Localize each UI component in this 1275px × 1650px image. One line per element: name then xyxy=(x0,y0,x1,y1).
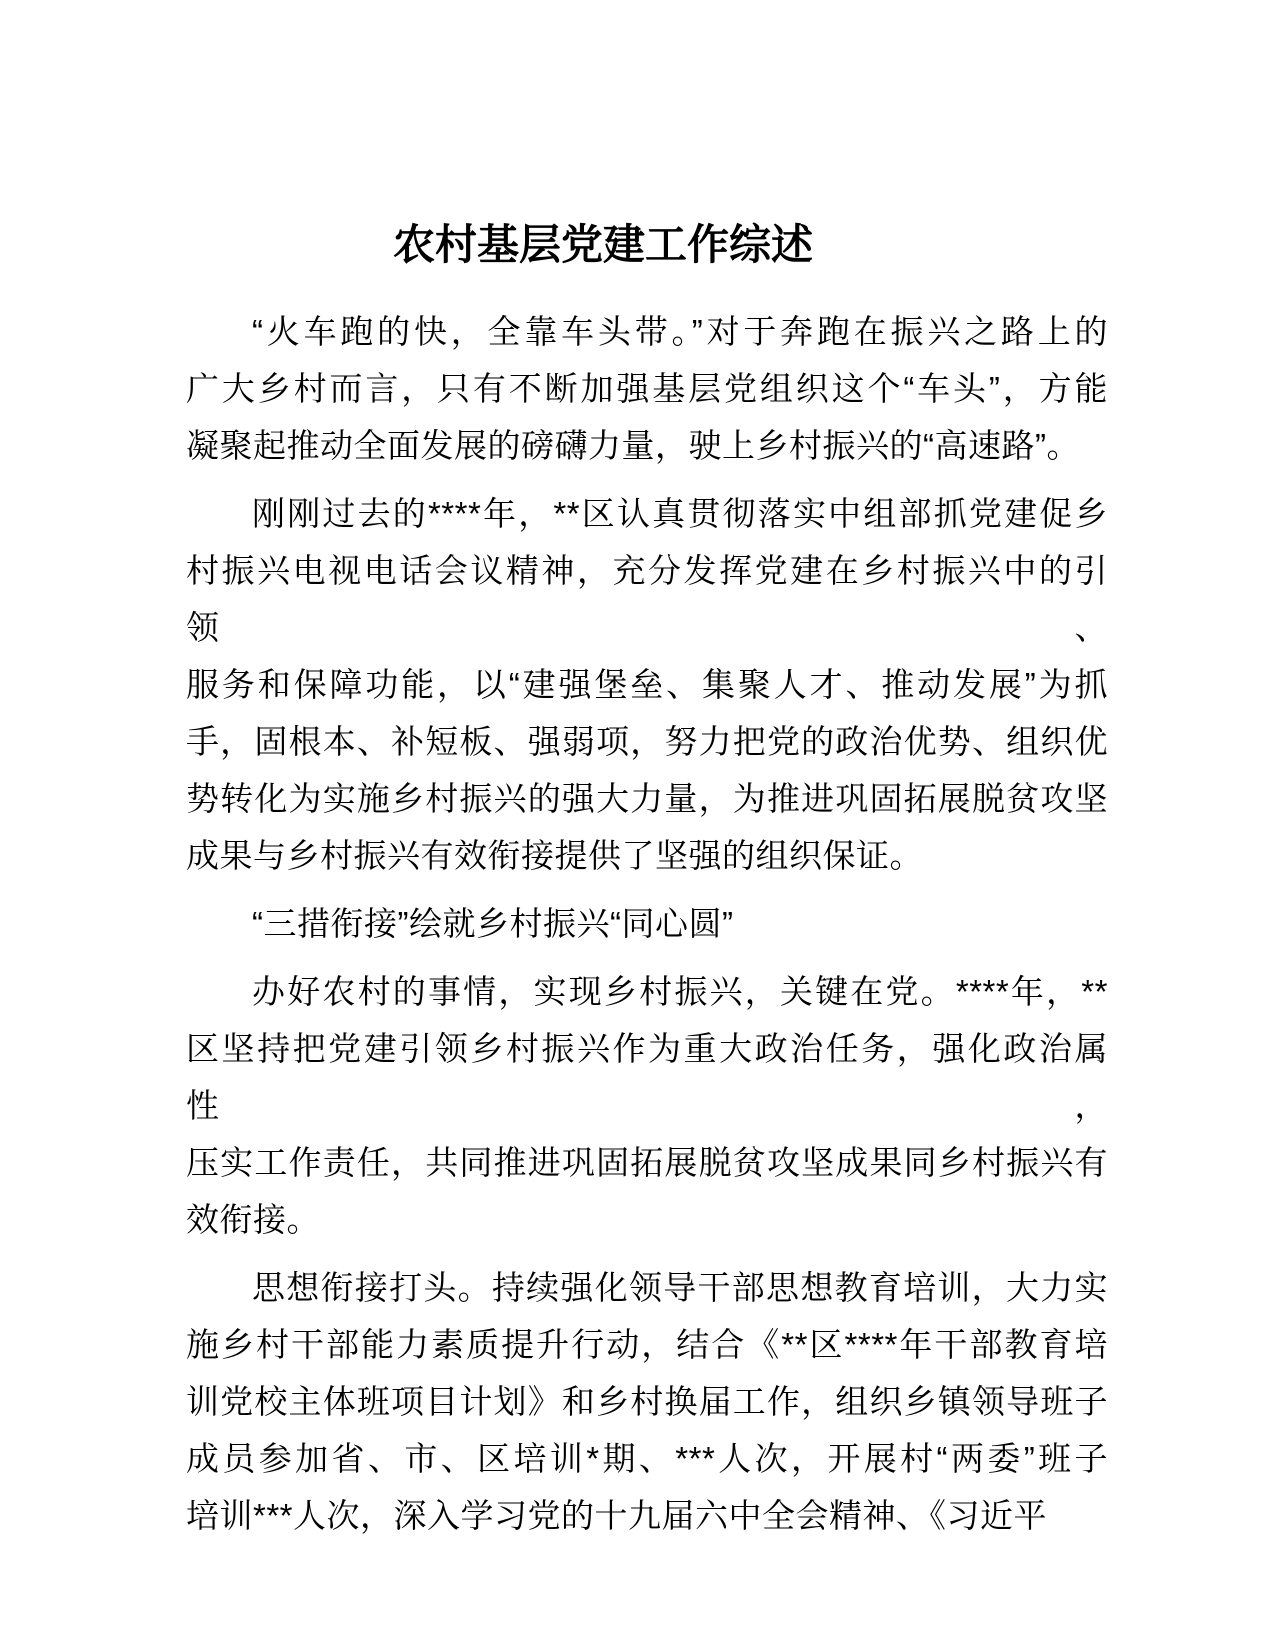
text-line: 训党校主体班项目计划》和乡村换届工作，组织乡镇领导班子 xyxy=(186,1383,1108,1420)
section-subheading xyxy=(186,895,1108,952)
text-line: 成员参加省、市、区培训*期、***人次，开展村“两委”班子 xyxy=(186,1440,1108,1477)
text-line: 刚刚过去的****年，**区认真贯彻落实中组部抓党建促乡 xyxy=(252,495,1108,532)
paragraph-ideology-training xyxy=(186,1259,1108,1544)
paragraph-key-in-party xyxy=(186,963,1108,1248)
text-line: 效衔接。 xyxy=(186,1201,320,1238)
text-line: 服务和保障功能，以“建强堡垒、集聚人才、推动发展”为抓 xyxy=(186,666,1108,703)
text-line: 施乡村干部能力素质提升行动，结合《**区****年干部教育培 xyxy=(186,1326,1108,1363)
subheading-line: “三措衔接”绘就乡村振兴“同心圆” xyxy=(252,905,734,942)
text-line: 村振兴电视电话会议精神，充分发挥党建在乡村振兴中的引领、 xyxy=(186,552,1108,646)
text-line: 培训***人次，深入学习党的十九届六中全会精神、《习近平 xyxy=(186,1497,1048,1534)
text-line: 手，固根本、补短板、强弱项，努力把党的政治优势、组织优 xyxy=(186,723,1108,760)
text-line: “火车跑的快，全靠车头带。”对于奔跑在振兴之路上的 xyxy=(252,313,1108,350)
document-title: 农村基层党建工作综述 xyxy=(392,221,813,268)
paragraph-overview xyxy=(186,485,1108,884)
text-line: 区坚持把党建引领乡村振兴作为重大政治任务，强化政治属性， xyxy=(186,1030,1108,1124)
paragraph-intro xyxy=(186,303,1108,474)
text-line: 凝聚起推动全面发展的磅礴力量，驶上乡村振兴的“高速路”。 xyxy=(186,427,1080,464)
text-line: 广大乡村而言，只有不断加强基层党组织这个“车头”，方能 xyxy=(186,370,1108,407)
text-line: 压实工作责任，共同推进巩固拓展脱贫攻坚成果同乡村振兴有 xyxy=(186,1144,1108,1181)
text-line: 成果与乡村振兴有效衔接提供了坚强的组织保证。 xyxy=(186,837,923,874)
text-line: 思想衔接打头。持续强化领导干部思想教育培训，大力实 xyxy=(252,1269,1108,1306)
text-line: 势转化为实施乡村振兴的强大力量，为推进巩固拓展脱贫攻坚 xyxy=(186,780,1108,817)
text-line: 办好农村的事情，实现乡村振兴，关键在党。****年，** xyxy=(252,973,1108,1010)
